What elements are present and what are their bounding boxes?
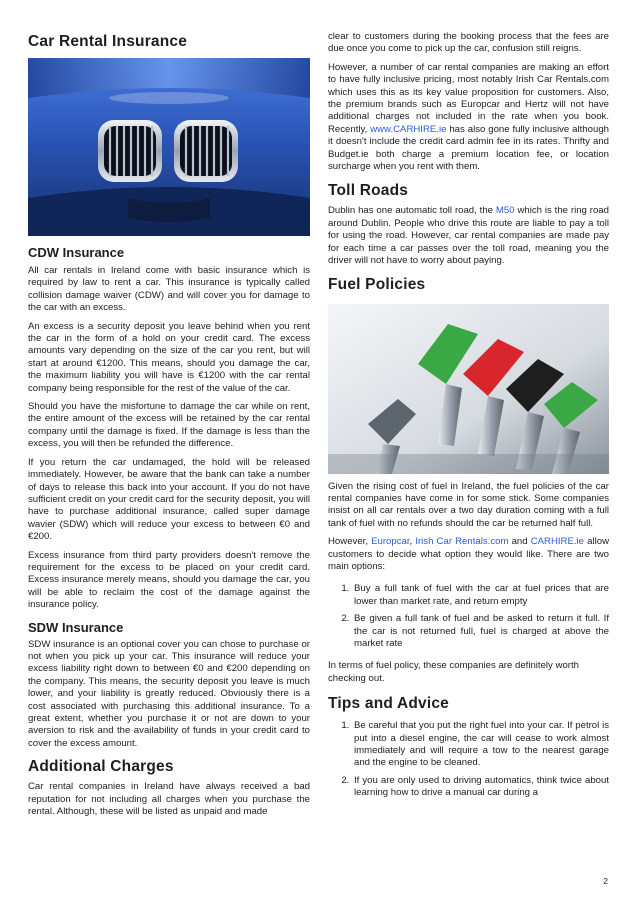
tips-list <box>328 720 609 799</box>
carhire-link-2[interactable]: CARHIRE.ie <box>530 536 585 548</box>
tips-heading: Tips and Advice <box>328 695 450 713</box>
car-grille-image <box>28 58 310 236</box>
charges-continued-paragraph: clear to customers during the booking process that the fees are due once you come to pick up the car, confusion still reigns. <box>328 31 609 55</box>
sdw-paragraph-1: SDW insurance is an optional cover you can chose to purchase or not when you pick up your car. This insurance will reduce your excess liability right down to between €0 and €200 depending on the company. This means, the security deposit you leave is much lower, and your liability is greatly reduced. Obviously there is a cost associated with purchasing this additional insurance. To a great extent, whether you purchase it or not are down to your aversion to risk and the availability of funds in your credit card to cover the excess amount. <box>28 638 310 749</box>
page-number: 2 <box>603 876 608 886</box>
fuel-policies-heading: Fuel Policies <box>328 275 426 293</box>
cdw-paragraph-2: An excess is a security deposit you leave behind when you rent the car in the form of a hold on your credit card. The excess amounts vary depending on the size of the car you rent, but will start at around €1200. This means, should you damage the car, the maximum liability you will have is €1200 with the car rental company being responsible for the rest of the value of the car. <box>28 320 310 394</box>
cdw-heading: CDW Insurance <box>28 245 125 260</box>
list-item: 2. If you are only used to driving automatics, think twice about learning how to drive a manual car during a <box>352 775 609 800</box>
list-item: 2. Be given a full tank of fuel and be asked to return it full. If the car is not returned full, fuel is charged at above the market rate <box>352 613 609 650</box>
fuel-paragraph-3: In terms of fuel policy, these companies are definitely worth checking out. <box>328 660 579 684</box>
list-item: 1. Buy a full tank of fuel with the car at fuel prices that are lower than market rate, and return empty <box>352 583 609 608</box>
cdw-paragraph-5: Excess insurance from third party providers doesn't remove the requirement for the excess to be placed on your credit card. Excess insurance merely means, should you damage the car, you will be able to reclaim the cost of the damage against the insurance policy. <box>28 549 310 611</box>
toll-paragraph: Dublin has one automatic toll road, the M50 which is the ring road around Dublin. People who drive this route are liable to pay a toll for using the road. However, car rental companies are made pay for each time a car passes over the toll road, meaning you the driver will not have to worry about paying. <box>328 205 609 267</box>
sdw-heading: SDW Insurance <box>28 619 124 635</box>
fuel-paragraph-1: Given the rising cost of fuel in Ireland, the fuel policies of the car rental companies have come in for some stick. Some companies insist on all car rentals over a two day duration coming with a full tank of fuel with no refunds should the car be returned half full. <box>328 480 609 529</box>
charges-paragraph-1: Car rental companies in Ireland have always received a bad reputation for not including all charges when you purchase the rental. Although, these will be listed as unpaid and made <box>28 781 310 818</box>
cdw-paragraph-4: If you return the car undamaged, the hold will be released immediately. However, be aware that the bank can take a number of days to release this back into your account. If you do not have sufficient credit on your credit card for the security deposit, you will have to purchase additional insurance, called super damage wavier (SDW) which will reduce your excess to between €0 and €200. <box>28 456 310 543</box>
list-item: 1. Be careful that you put the right fuel into your car. If petrol is put into a diesel engine, the car will cease to work almost immediately and will require a tow to the nearest garage and the engine to be cleaned. <box>352 720 609 770</box>
page-title: Car Rental Insurance <box>28 33 188 50</box>
fuel-paragraph-2: However, Europcar, Irish Car Rentals.com and CARHIRE.ie allow customers to decide what option they would like. There are two main options: <box>328 536 609 572</box>
fuel-options-list <box>328 583 609 650</box>
fuel-pump-image <box>328 304 610 474</box>
left-column <box>28 0 310 824</box>
m50-link[interactable]: M50 <box>495 205 515 217</box>
carhire-link[interactable]: www.CARHIRE.ie <box>370 123 447 135</box>
europcar-link[interactable]: Europcar <box>371 536 410 548</box>
charges-paragraph-2: However, a number of car rental companies are making an effort to have fully inclusive pricing, most notably Irish Car Rentals.com which uses this as its key value proposition for customers. Also, the premium brands such as Europcar and Hertz will not have additional charges not included in the rate when you book. Recently, www.CARHIRE.ie has also gone fully inclusive although it doesn't include the credit card admin fee in its rates. Thrifty and Budget.ie both charge a premium location fee, or location surcharge when you rent with them. <box>328 61 609 173</box>
irish-car-rentals-link[interactable]: Irish Car Rentals.com <box>415 536 509 548</box>
cdw-paragraph-1: All car rentals in Ireland come with basic insurance which is required by law to rent a car. This insurance is typically called collision damage waiver (CDW) and will cover you for damage to the car with an excess. <box>28 265 310 314</box>
right-column <box>328 0 609 805</box>
cdw-paragraph-3: Should you have the misfortune to damage the car while on rent, the entire amount of the excess will be retained by the car rental company until the damage is fixed. If the damage is less than the excess, you will then be refunded the difference. <box>28 401 310 450</box>
toll-roads-heading: Toll Roads <box>328 182 409 200</box>
additional-charges-heading: Additional Charges <box>28 758 174 776</box>
